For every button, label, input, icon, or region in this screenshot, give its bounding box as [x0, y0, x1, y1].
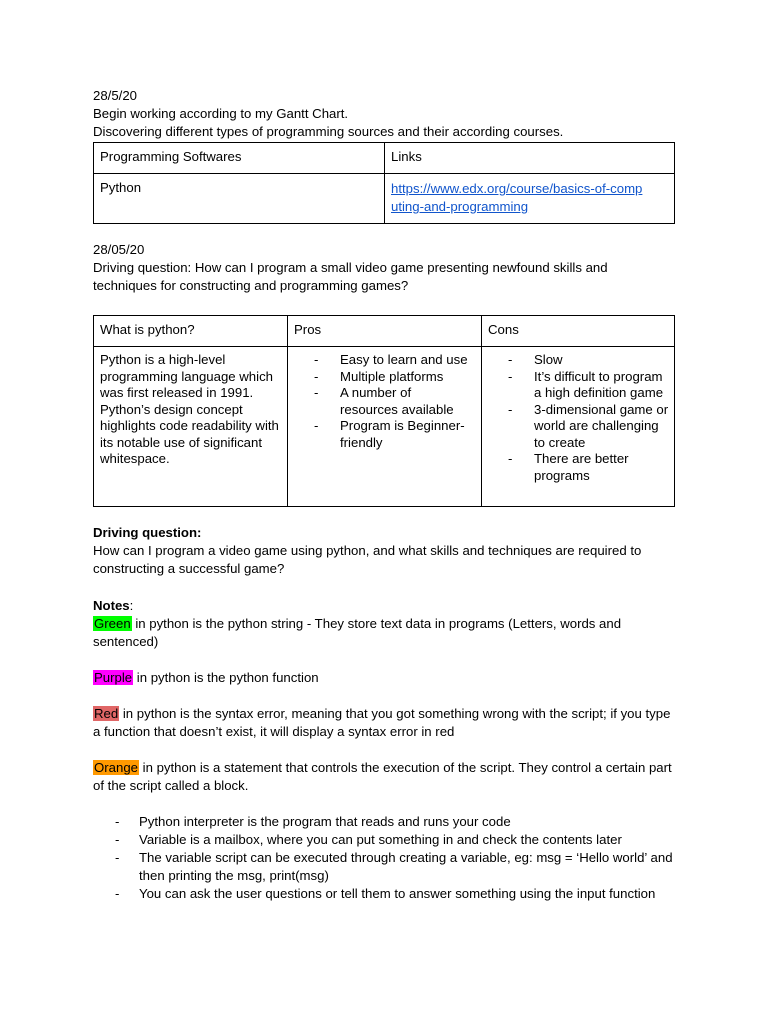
entry-1-date: 28/5/20	[93, 88, 137, 103]
driving-question-heading: Driving question:	[93, 525, 202, 540]
python-pros-cons-table	[93, 315, 675, 507]
notes-colon: :	[129, 598, 134, 613]
highlight-red: Red	[94, 706, 119, 721]
note-purple	[93, 669, 673, 687]
note-green-text: in python is the python string - They store text data in programs (Letters, words and sentenced)	[93, 616, 622, 649]
list-item: - Multiple platforms	[294, 369, 471, 386]
note-red-text: in python is the syntax error, meaning that you got something wrong with the script; if you type a function that doesn’t exist, it will display a syntax error in red	[93, 706, 671, 739]
driving-question-text: How can I program a video game using python, and what skills and techniques are required to constructing a successful game?	[93, 543, 642, 576]
highlight-orange: Orange	[94, 760, 138, 775]
list-item: - Easy to learn and use	[294, 352, 471, 369]
entry-2-question: Driving question: How can I program a small video game presenting newfound skills and techniques for constructing and programming games?	[93, 260, 608, 293]
entry-2	[93, 241, 665, 295]
list-item: - 3-dimensional game or world are challenging to create	[488, 402, 670, 452]
entry-1-line-2: Discovering different types of programming sources and their according courses.	[93, 124, 564, 139]
course-link-line-1: https://www.edx.org/course/basics-of-comp	[391, 181, 643, 196]
notes-heading-line	[93, 597, 673, 615]
table-row	[94, 174, 675, 224]
entry-1	[93, 87, 683, 141]
note-red	[93, 705, 673, 741]
cons-cell	[482, 347, 675, 507]
list-item: - Python interpreter is the program that reads and runs your code	[93, 813, 673, 831]
table-header-row	[94, 316, 675, 347]
software-cell: Python	[94, 174, 385, 224]
highlight-green: Green	[94, 616, 131, 631]
highlight-purple: Purple	[94, 670, 133, 685]
notes-bullet-list	[93, 813, 673, 903]
header-cell-what: What is python?	[94, 316, 288, 347]
driving-question-section	[93, 524, 673, 578]
note-purple-text: in python is the python function	[133, 670, 319, 685]
software-links-table	[93, 142, 675, 224]
list-item: - A number of resources available	[294, 385, 471, 418]
list-item: - There are better programs	[488, 451, 670, 484]
list-item: - You can ask the user questions or tell them to answer something using the input function	[93, 885, 673, 903]
header-cell-software: Programming Softwares	[94, 143, 385, 174]
entry-1-line-1: Begin working according to my Gantt Chart.	[93, 106, 349, 121]
list-item: - Variable is a mailbox, where you can put something in and check the contents later	[93, 831, 673, 849]
header-cell-pros: Pros	[288, 316, 482, 347]
link-cell	[385, 174, 675, 224]
course-link-line-2: uting-and-programming	[391, 199, 529, 214]
list-item: - Slow	[488, 352, 670, 369]
table-header-row	[94, 143, 675, 174]
list-item: - Program is Beginner-friendly	[294, 418, 471, 451]
cons-list	[488, 352, 670, 484]
note-orange	[93, 759, 673, 795]
notes-heading: Notes	[93, 598, 130, 613]
list-item: - It’s difficult to program a high definition game	[488, 369, 670, 402]
course-link[interactable]	[391, 181, 642, 214]
list-item: - The variable script can be executed through creating a variable, eg: msg = ‘Hello world’ and then printing the msg, print(msg)	[93, 849, 673, 885]
note-orange-text: in python is a statement that controls the execution of the script. They control a certain part of the script called a block.	[93, 760, 672, 793]
pros-list	[294, 352, 471, 451]
table-row	[94, 347, 675, 507]
entry-2-date: 28/05/20	[93, 242, 145, 257]
header-cell-cons: Cons	[482, 316, 675, 347]
notes-section	[93, 597, 673, 903]
header-cell-links: Links	[385, 143, 675, 174]
pros-cell	[288, 347, 482, 507]
description-cell: Python is a high-level programming language which was first released in 1991. Python’s design concept highlights code readability with its notable use of significant whitespace.	[94, 347, 288, 507]
note-green	[93, 615, 673, 651]
